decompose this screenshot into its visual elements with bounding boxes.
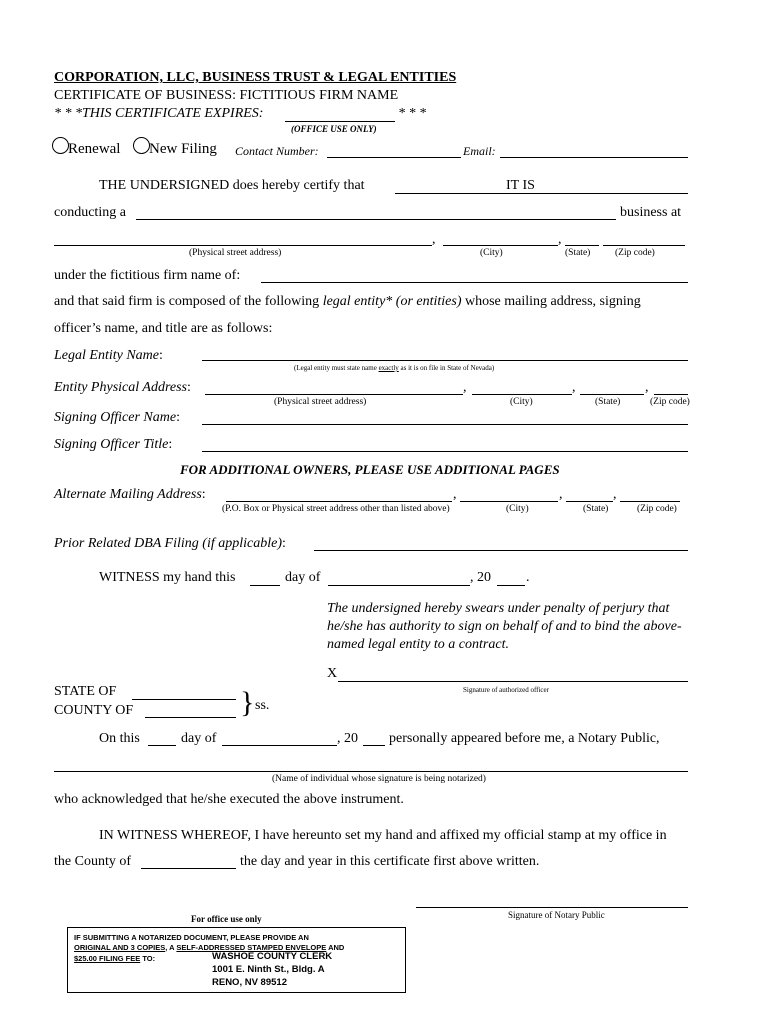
state-of-label: STATE OF	[54, 684, 117, 699]
alternate-address-label: Alternate Mailing Address:	[54, 487, 206, 502]
city-caption: (City)	[480, 248, 503, 258]
entity-zip-field[interactable]	[654, 394, 688, 395]
state-caption: (State)	[595, 397, 621, 407]
officer-signature-caption: Signature of authorized officer	[463, 686, 549, 694]
instructions-line-1: IF SUBMITTING A NOTARIZED DOCUMENT, PLEASE PROVIDE AN	[74, 933, 309, 942]
witness-year-field[interactable]	[497, 585, 525, 586]
comma: ,	[613, 487, 617, 502]
notary-signature-caption: Signature of Notary Public	[508, 910, 605, 920]
conducting-label: conducting a	[54, 205, 126, 220]
street-caption: (P.O. Box or Physical street address other than listed above)	[222, 504, 450, 514]
witness-text: WITNESS my hand this	[99, 570, 236, 585]
certify-text: THE UNDERSIGNED does hereby certify that	[99, 178, 365, 193]
county-of-field[interactable]	[145, 717, 236, 718]
witness-day-of: day of	[285, 570, 321, 585]
comma: ,	[558, 232, 562, 247]
notarized-name-field[interactable]	[54, 771, 688, 772]
legal-entity-name-label: Legal Entity Name:	[54, 348, 163, 363]
office-use-label: (OFFICE USE ONLY)	[291, 124, 377, 134]
zip-caption: (Zip code)	[615, 248, 655, 258]
email-field[interactable]	[500, 157, 688, 158]
form-title: CORPORATION, LLC, BUSINESS TRUST & LEGAL ENTITIES	[54, 70, 457, 85]
entity-street-field[interactable]	[205, 394, 463, 395]
entity-address-label: Entity Physical Address:	[54, 380, 191, 395]
zip-caption: (Zip code)	[650, 397, 690, 407]
whereof-text: IN WITNESS WHEREOF, I have hereunto set my hand and affixed my official stamp at my office in	[99, 828, 667, 843]
business-street-field[interactable]	[54, 245, 432, 246]
comma: ,	[453, 487, 457, 502]
certify-field[interactable]	[395, 193, 688, 194]
zip-caption: (Zip code)	[637, 504, 677, 514]
city-caption: (City)	[510, 397, 533, 407]
legal-entity-name-field[interactable]	[202, 360, 688, 361]
notary-day-of: day of	[181, 731, 217, 746]
office-use-only-label: For office use only	[191, 914, 262, 924]
renewal-label: Renewal	[68, 141, 121, 157]
comma: ,	[645, 380, 649, 395]
renewal-radio[interactable]	[52, 137, 69, 154]
composed-text-2: officer’s name, and title are as follows:	[54, 321, 273, 336]
new-filing-label: New Filing	[149, 141, 217, 157]
signing-officer-title-label: Signing Officer Title:	[54, 437, 173, 452]
clerk-address-1: WASHOE COUNTY CLERK	[212, 951, 333, 962]
state-caption: (State)	[565, 248, 591, 258]
prior-dba-label: Prior Related DBA Filing (if applicable):	[54, 536, 286, 551]
business-state-field[interactable]	[565, 245, 599, 246]
email-label: Email:	[463, 144, 496, 158]
signature-x-mark: X	[327, 666, 338, 681]
alternate-city-field[interactable]	[460, 501, 558, 502]
notary-day-field[interactable]	[148, 745, 176, 746]
notary-year-label: , 20	[337, 731, 358, 746]
appeared-text: personally appeared before me, a Notary Public,	[389, 731, 660, 746]
alternate-zip-field[interactable]	[620, 501, 680, 502]
city-caption: (City)	[506, 504, 529, 514]
composed-text: and that said firm is composed of the following legal entity* (or entities) whose mailing address, signing	[54, 294, 641, 309]
entity-state-field[interactable]	[580, 394, 644, 395]
signing-officer-name-label: Signing Officer Name:	[54, 410, 180, 425]
expires-suffix: * * *	[398, 106, 426, 121]
comma: ,	[572, 380, 576, 395]
ss-label: ss.	[255, 698, 270, 713]
contact-number-field[interactable]	[327, 157, 461, 158]
business-at-label: business at	[620, 205, 682, 220]
state-caption: (State)	[583, 504, 609, 514]
entity-city-field[interactable]	[472, 394, 572, 395]
witness-end: .	[526, 570, 530, 585]
business-zip-field[interactable]	[603, 245, 685, 246]
firm-name-label: under the fictitious firm name of:	[54, 268, 241, 283]
clerk-address-2: 1001 E. Ninth St., Bldg. A	[212, 964, 325, 975]
alternate-street-field[interactable]	[226, 501, 452, 502]
county-of-label: COUNTY OF	[54, 703, 134, 718]
oath-line-1: The undersigned hereby swears under penalty of perjury that	[327, 601, 670, 616]
state-of-field[interactable]	[132, 699, 236, 700]
clerk-address-3: RENO, NV 89512	[212, 977, 287, 988]
alternate-state-field[interactable]	[566, 501, 613, 502]
business-type-field[interactable]	[136, 219, 616, 220]
notarized-name-caption: (Name of individual whose signature is being notarized)	[272, 774, 486, 784]
contact-number-label: Contact Number:	[235, 144, 319, 158]
notary-month-field[interactable]	[222, 745, 337, 746]
form-subtitle: CERTIFICATE OF BUSINESS: FICTITIOUS FIRM NAME	[54, 88, 399, 103]
officer-signature-field[interactable]	[338, 681, 688, 682]
oath-line-2: he/she has authority to sign on behalf of and to bind the above-	[327, 619, 682, 634]
instructions-line-3: $25.00 FILING FEE TO:	[74, 954, 156, 963]
new-filing-radio[interactable]	[133, 137, 150, 154]
acknowledged-text: who acknowledged that he/she executed the above instrument.	[54, 792, 404, 807]
street-caption: (Physical street address)	[274, 397, 367, 407]
expires-label: * * *THIS CERTIFICATE EXPIRES:	[54, 106, 264, 121]
instructions-line-2: ORIGINAL AND 3 COPIES, A SELF-ADDRESSED STAMPED ENVELOPE AND	[74, 943, 345, 952]
additional-owners-note: FOR ADDITIONAL OWNERS, PLEASE USE ADDITIONAL PAGES	[180, 462, 560, 477]
on-this-label: On this	[99, 731, 140, 746]
witness-year-label: , 20	[470, 570, 491, 585]
witness-day-field[interactable]	[250, 585, 280, 586]
brace: }	[240, 686, 255, 719]
expires-field[interactable]	[285, 121, 395, 122]
comma: ,	[463, 380, 467, 395]
signing-officer-name-field[interactable]	[202, 424, 688, 425]
street-caption: (Physical street address)	[189, 248, 282, 258]
county-suffix: the day and year in this certificate first above written.	[240, 854, 540, 869]
comma: ,	[559, 487, 563, 502]
comma: ,	[432, 232, 436, 247]
prior-dba-field[interactable]	[314, 550, 688, 551]
notary-year-field[interactable]	[363, 745, 385, 746]
oath-line-3: named legal entity to a contract.	[327, 637, 509, 652]
signing-officer-title-field[interactable]	[202, 451, 688, 452]
county-prefix: the County of	[54, 854, 131, 869]
certify-value: IT IS	[506, 178, 535, 193]
notary-signature-field[interactable]	[416, 907, 688, 908]
business-city-field[interactable]	[443, 245, 558, 246]
witness-month-field[interactable]	[328, 585, 470, 586]
legal-entity-note: (Legal entity must state name exactly as it is on file in State of Nevada)	[294, 364, 495, 372]
notary-county-field[interactable]	[141, 868, 236, 869]
firm-name-field[interactable]	[261, 282, 688, 283]
